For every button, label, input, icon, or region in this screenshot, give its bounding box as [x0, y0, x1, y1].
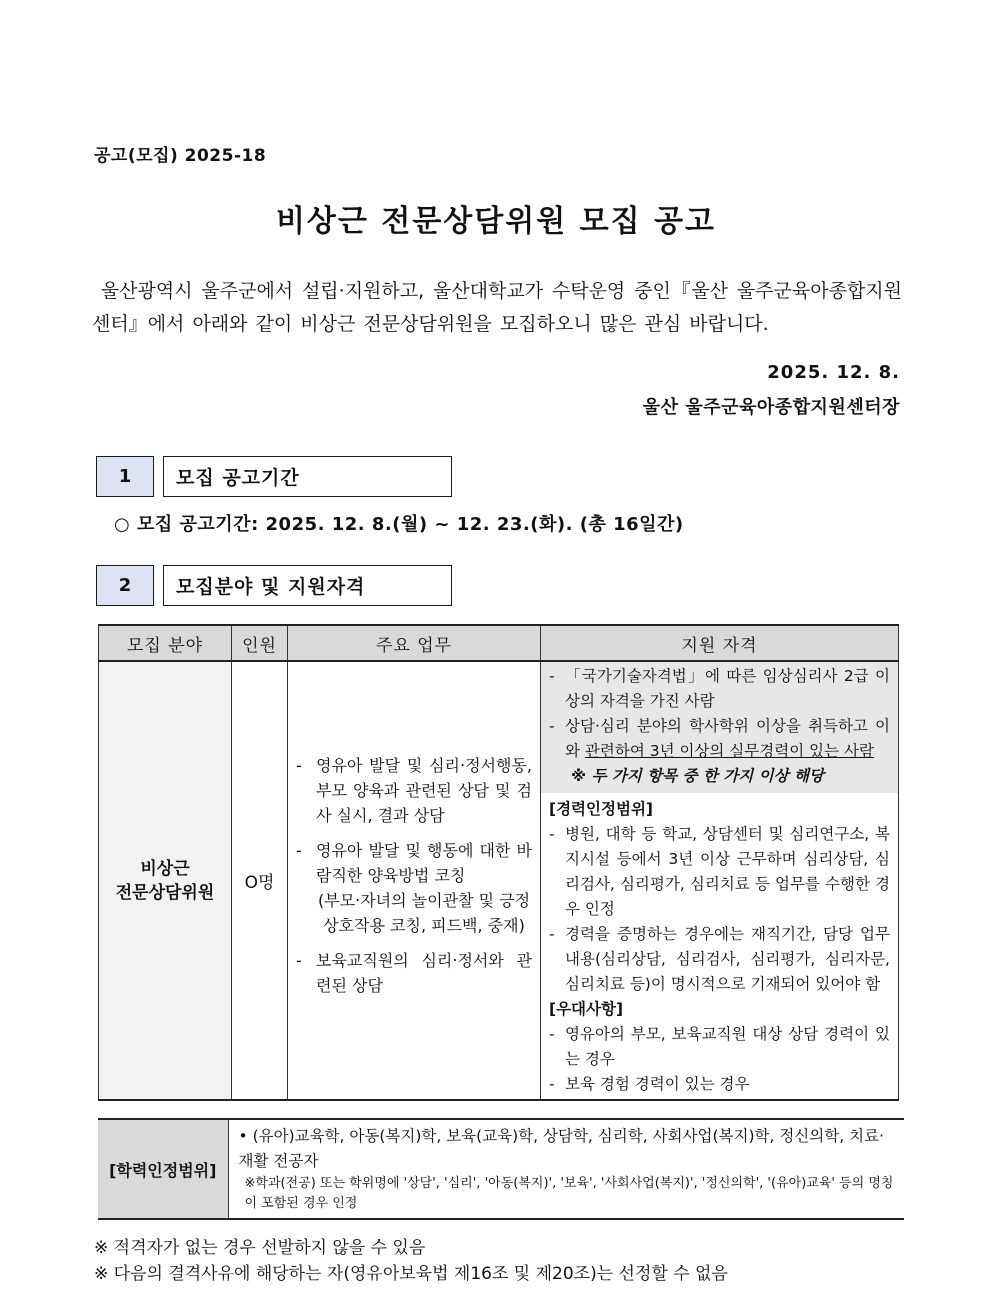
field-line-2: 전문상담위원	[115, 882, 215, 903]
field-cell	[99, 661, 232, 1100]
career-text: 병원, 대학 등 학교, 상담센터 및 심리연구소, 복지시설 등에서 3년 이상 근무하며 심리상담, 심리검사, 심리평가, 심리치료 등 업무를 수행한 경우 인정	[565, 825, 890, 918]
header-duties: 주요 업무	[288, 625, 541, 661]
career-item	[549, 922, 890, 997]
qualification-details	[541, 793, 898, 1099]
section-1-title: 모집 공고기간	[163, 456, 452, 497]
header-qualifications: 지원 자격	[541, 625, 899, 661]
career-item	[549, 822, 890, 922]
duty-item	[296, 838, 532, 938]
section-2-title: 모집분야 및 지원자격	[163, 565, 452, 606]
dash-marker: -	[549, 667, 555, 685]
qualification-text-a: 상담‧심리 분야의 학사학위 이상을 취득하고 이와	[565, 717, 890, 760]
qualification-item	[549, 714, 890, 764]
career-text: 경력을 증명하는 경우에는 재직기간, 담당 업무 내용(심리상담, 심리검사, 심리평가, 심리자문, 심리치료 등)이 명시적으로 기재되어 있어야 함	[565, 925, 890, 993]
qualification-note: ※ 두 가지 항목 중 한 가지 이상 해당	[571, 767, 824, 785]
duty-item	[296, 948, 532, 998]
notice-number: 공고(모집) 2025-18	[94, 146, 267, 166]
header-count: 인원	[232, 625, 288, 661]
education-content	[228, 1119, 904, 1219]
recruitment-table	[98, 624, 899, 1101]
header-field: 모집 분야	[99, 625, 232, 661]
duty-text: 영유아 발달 및 심리‧정서행동, 부모 양육과 관련된 상담 및 검사 실시, 결과 상담	[316, 756, 532, 825]
qualification-item	[549, 664, 890, 714]
dash-marker: -	[549, 1025, 555, 1043]
qualifications-cell	[541, 661, 899, 1100]
dash-marker: -	[296, 756, 302, 775]
preference-item	[549, 1072, 890, 1097]
duty-text: 보육교직원의 심리‧정서와 관련된 상담	[316, 951, 532, 995]
duty-main: 영유아 발달 및 행동에 대한 바람직한 양육방법 코칭	[316, 841, 532, 885]
education-table	[98, 1118, 904, 1220]
dash-marker: -	[549, 925, 555, 943]
page-title: 비상근 전문상담위원 모집 공고	[275, 204, 717, 239]
section-2-number: 2	[96, 565, 154, 606]
dash-marker: -	[549, 1075, 555, 1093]
dash-marker: -	[549, 717, 555, 735]
qualification-text-underlined: 관련하여 3년 이상의 실무경력이 있는 사람	[584, 742, 874, 760]
education-label: [학력인정범위]	[98, 1119, 228, 1219]
education-text: • (유아)교육학, 아동(복지)학, 보육(교육)학, 상담학, 심리학, 사회사업(복지)학, 정신의학, 치료·재활 전공자	[238, 1127, 884, 1170]
dash-marker: -	[296, 841, 302, 860]
preference-item	[549, 1022, 890, 1072]
issue-date: 2025. 12. 8.	[767, 362, 900, 383]
intro-text: 울산광역시 울주군에서 설립‧지원하고, 울산대학교가 수탁운영 중인『울산 울주군육아종합지원센터』에서 아래와 같이 비상근 전문상담위원을 모집하오니 많은 관심 바랍니다.	[92, 280, 903, 335]
issuer: 울산 울주군육아종합지원센터장	[642, 397, 900, 418]
footnote: ※ 다음의 결격사유에 해당하는 자(영유아보육법 제16조 및 제20조)는 선정할 수 없음	[94, 1264, 728, 1284]
field-line-1: 비상근	[140, 858, 190, 879]
qualification-requirements	[541, 662, 898, 793]
career-heading: [경력인정범위]	[549, 800, 654, 818]
recruitment-period: ○ 모집 공고기간: 2025. 12. 8.(월) ~ 12. 23.(화). (총 16일간)	[114, 514, 684, 535]
qualification-text	[565, 714, 890, 764]
dash-marker: -	[296, 951, 302, 970]
duty-text	[316, 838, 532, 938]
qualification-text: 「국가기술자격법」에 따른 임상심리사 2급 이상의 자격을 가진 사람	[565, 667, 890, 710]
duties-cell	[288, 661, 541, 1100]
footnote: ※ 적격자가 없는 경우 선발하지 않을 수 있음	[94, 1238, 426, 1258]
duty-item	[296, 753, 532, 828]
section-1-number: 1	[96, 456, 154, 497]
education-note: ※학과(전공) 또는 학위명에 '상담', '심리', '아동(복지)', '보육', '사회사업(복지)', '정신의학', '(유아)교육' 등의 명칭이 포함된 경우 인정	[244, 1176, 894, 1211]
dash-marker: -	[549, 825, 555, 843]
preference-text: 보육 경험 경력이 있는 경우	[565, 1075, 750, 1093]
intro-paragraph	[92, 275, 902, 341]
preference-heading: [우대사항]	[549, 1000, 624, 1018]
duty-sub: (부모‧자녀의 놀이관찰 및 긍정 상호작용 코칭, 피드백, 중재)	[317, 891, 531, 935]
preference-text: 영유아의 부모, 보육교직원 대상 상담 경력이 있는 경우	[565, 1025, 890, 1068]
count-cell: O명	[232, 661, 288, 1100]
